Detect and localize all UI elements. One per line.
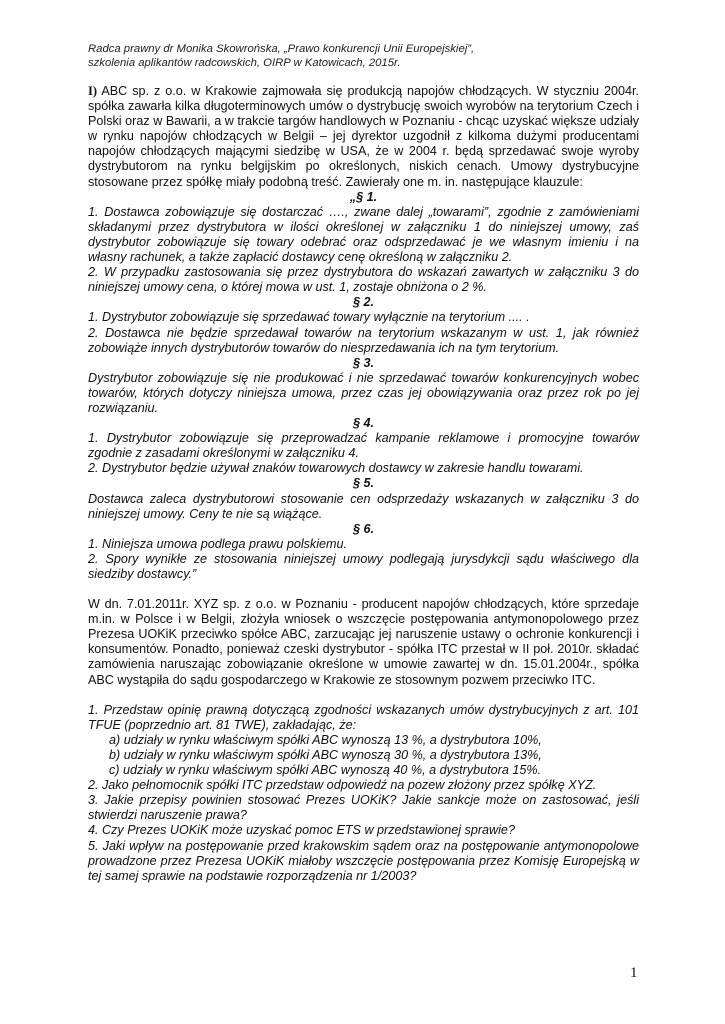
intro-paragraph <box>88 84 639 190</box>
page-header <box>88 43 648 70</box>
clause-heading-3: § 3. <box>352 355 374 370</box>
clause-heading-1: „§ 1. <box>349 189 378 204</box>
intro-text: ABC sp. z o.o. w Krakowie zajmowała się produkcją napojów chłodzących. W styczniu 2004r. spółka zawarła kilka długoterminowych umów o dystrybucję swoich wyrobów na terytorium Czech i Polski oraz w Bawarii, a w trakcie targów handlowych w Poznaniu - chcąc uzyskać większe udziały w rynku napojów chłodzących w Belgii – jej dyrektor uzgodnił z kilkoma dużymi producentami napojów chłodzących mającymi siedzibę w USA, że w 2004 r. będą sprzedawać swoje wyroby dystrybutorom na rynku belgijskim po określonych, niskich cenach. Umowy dystrybucyjne stosowane przez spółkę miały podobną treść. Zawierały one m. in. następujące klauzule: <box>88 84 639 189</box>
clause-2-para-1: 1. Dystrybutor zobowiązuje się sprzedawać towary wyłącznie na terytorium .... . <box>88 310 530 325</box>
header-line-2: szkolenia aplikantów radcowskich, OIRP w Katowicach, 2015r. <box>88 56 401 69</box>
section-marker: I) <box>88 84 98 98</box>
clause-heading-6: § 6. <box>352 521 374 536</box>
clause-6-para-1: 1. Niniejsza umowa podlega prawu polskiemu. <box>88 536 348 551</box>
clause-heading-5: § 5. <box>352 476 374 491</box>
clause-4-para-2: 2. Dystrybutor będzie używał znaków towarowych dostawcy w zakresie handlu towarami. <box>88 461 584 476</box>
question-1-option-c: c) udziały w rynku właściwym spółki ABC wynoszą 40 %, a dystrybutora 15%. <box>109 763 542 778</box>
question-3: 3. Jakie przepisy powinien stosować Prezes UOKiK? Jakie sankcje może on zastosować, jeśli stwierdzi naruszenie prawa? <box>88 793 639 823</box>
page-number: 1 <box>630 965 638 981</box>
clause-5-para-1: Dostawca zaleca dystrybutorowi stosowanie cen odsprzedaży wskazanych w załączniku 3 do niniejszej umowy. Ceny te nie są wiążące. <box>88 491 639 521</box>
clause-4-para-1: 1. Dystrybutor zobowiązuje się przeprowadzać kampanie reklamowe i promocyjne towarów zgodnie z zasadami określonymi w załączniku 4. <box>88 431 639 461</box>
document-body <box>88 84 639 884</box>
facts-paragraph: W dn. 7.01.2011r. XYZ sp. z o.o. w Poznaniu - producent napojów chłodzących, które sprzedaje m.in. w Polsce i w Belgii, złożyła wniosek o wszczęcie postępowania antymonopolowego przez Prezesa UOKiK przeciwko spółce ABC, zarzucając jej naruszenie ustawy o ochronie konkurencji i konsumentów. Ponadto, ponieważ czeski dystrybutor - spółka ITC przestał w II poł. 2010r. składać zamówienia naruszając zobowiązanie określone w umowie zawartej w dn. 15.01.2004r., spółka ABC wystąpiła do sądu gospodarczego w Krakowie ze stosownym pozwem przeciwko ITC. <box>88 597 639 687</box>
clause-1-para-1: 1. Dostawca zobowiązuje się dostarczać …., zwane dalej „towarami”, zgodnie z zamówieniami składanymi przez dystrybutora w ilości określonej w załączniku 1 do niniejszej umowy, zaś dystrybutor zobowiązuje się towary odebrać oraz odsprzedawać je we własnym imieniu i na własny rachunek, a także zapłacić dostawcy cenę określoną w załączniku 2. <box>88 204 639 265</box>
header-line-1: Radca prawny dr Monika Skowrońska, „Prawo konkurencji Unii Europejskiej”, <box>88 43 475 55</box>
clause-6-para-2: 2. Spory wynikłe ze stosowania niniejszej umowy podlegają jurysdykcji sądu właściwego dla siedziby dostawcy.” <box>88 551 639 581</box>
spacer <box>88 582 639 597</box>
question-5: 5. Jaki wpływ na postępowanie przed krakowskim sądem oraz na postępowanie antymonopolowe prowadzone przez Prezesa UOKiK miałoby wszczęcie postępowania przez Komisję Europejską w tej samej sprawie na podstawie rozporządzenia nr 1/2003? <box>88 838 639 883</box>
question-1-option-b: b) udziały w rynku właściwym spółki ABC wynoszą 30 %, a dystrybutora 13%, <box>109 747 542 762</box>
clause-heading-2: § 2. <box>352 295 374 310</box>
spacer <box>88 688 639 703</box>
question-1-option-a: a) udziały w rynku właściwym spółki ABC wynoszą 13 %, a dystrybutora 10%, <box>109 732 542 747</box>
clause-heading-4: § 4. <box>352 416 374 431</box>
question-1: 1. Przedstaw opinię prawną dotyczącą zgodności wskazanych umów dystrybucyjnych z art. 101 TFUE (poprzednio art. 81 TWE), zakładając, że: <box>88 702 639 732</box>
clause-1-para-2: 2. W przypadku zastosowania się przez dystrybutora do wskazań zawartych w załączniku 3 do niniejszej umowy cena, o której mowa w ust. 1, zostaje obniżona o 2 %. <box>88 265 639 295</box>
question-2: 2. Jako pełnomocnik spółki ITC przedstaw odpowiedź na pozew złożony przez spółkę XYZ. <box>88 778 597 793</box>
clause-2-para-2: 2. Dostawca nie będzie sprzedawał towarów na terytorium wskazanym w ust. 1, jak również zobowiąże innych dystrybutorów towarów do niesprzedawania ich na tym terytorium. <box>88 325 639 355</box>
question-4: 4. Czy Prezes UOKiK może uzyskać pomoc ETS w przedstawionej sprawie? <box>88 823 515 838</box>
clause-3-para-1: Dystrybutor zobowiązuje się nie produkować i nie sprzedawać towarów konkurencyjnych wobec towarów, których dotyczy niniejsza umowa, przez czas jej obowiązywania oraz przez rok po jej rozwiązaniu. <box>88 370 639 415</box>
